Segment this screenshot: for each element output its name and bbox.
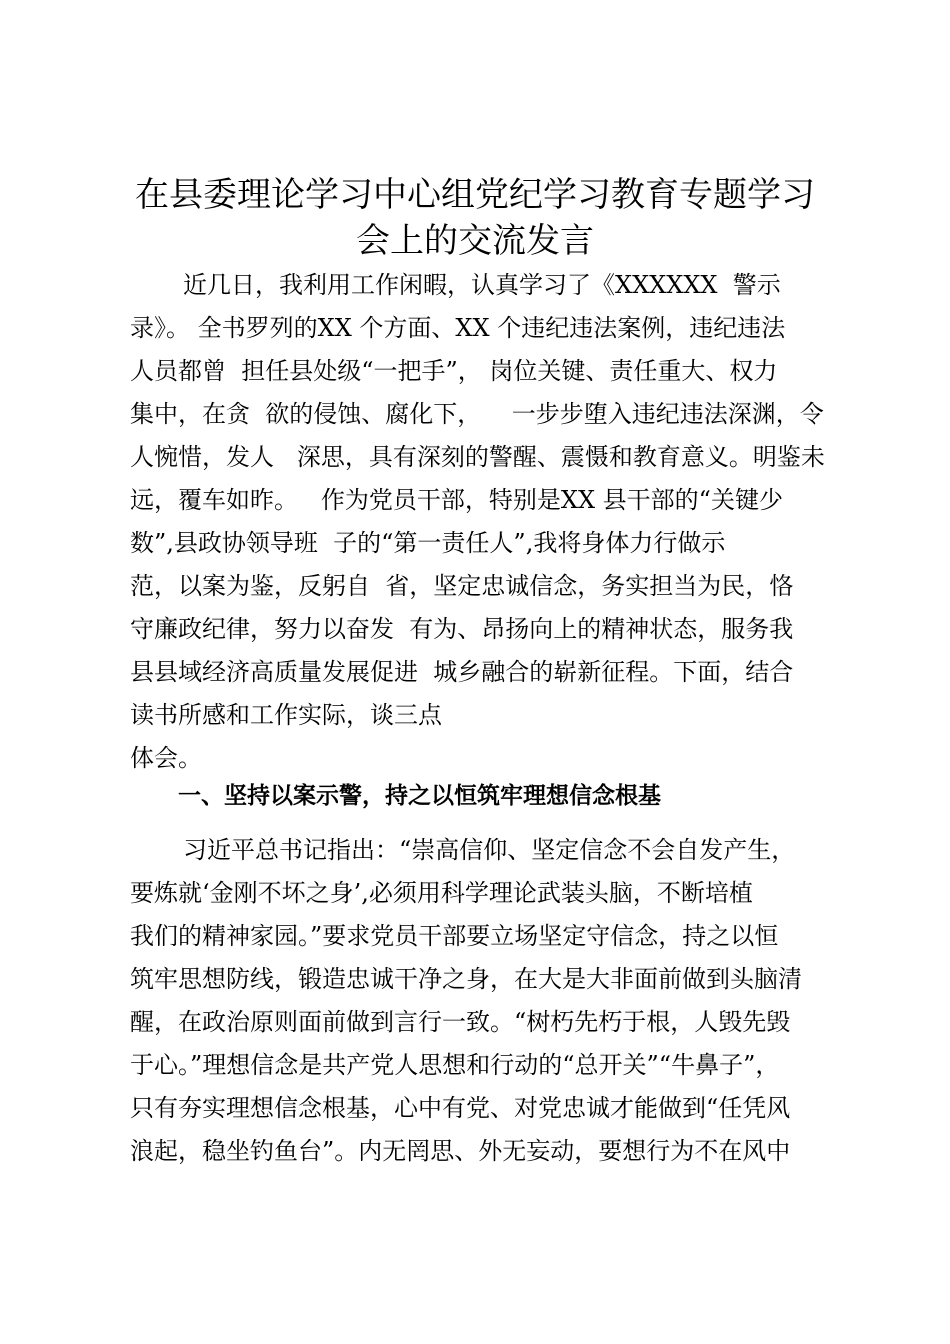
- paragraph-1-line-3: 人员都曾 担任县处级“一把手”， 岗位关键、责任重大、权力: [130, 357, 778, 385]
- paragraph-2-line-5: 醒，在政治原则面前做到言行一致。“树朽先朽于根，人毁先毁: [130, 1008, 791, 1036]
- paragraph-1-line-1: 近几日，我利用工作闲暇，认真学习了《XXXXXX 警示: [183, 271, 781, 299]
- paragraph-1-line-8: 范，以案为鉴，反躬自 省，坚定忠诚信念，务实担当为民，恪: [130, 572, 794, 600]
- paragraph-2-line-6: 于心。”理想信念是共产党人思想和行动的“总开关”“牛鼻子”，: [130, 1051, 780, 1079]
- paragraph-2-line-7: 只有夯实理想信念根基，心中有党、对党忠诚才能做到“任凭风: [130, 1094, 791, 1122]
- paragraph-1-line-4: 集中，在贪 欲的侵蚀、腐化下， 一步步堕入违纪违法深渊，令: [130, 400, 824, 428]
- paragraph-2-line-8: 浪起，稳坐钓鱼台”。内无罔思、外无妄动，要想行为不在风中: [130, 1137, 791, 1165]
- paragraph-1-line-2: 录》。 全书罗列的XX 个方面、XX 个违纪违法案例，违纪违法: [130, 314, 786, 342]
- paragraph-1-line-11: 读书所感和工作实际，谈三点: [130, 701, 442, 729]
- paragraph-1-line-10: 县县域经济高质量发展促进 城乡融合的崭新征程。下面，结合: [130, 658, 794, 686]
- document-title-line-1: 在县委理论学习中心组党纪学习教育专题学习: [135, 175, 815, 215]
- paragraph-1-line-12: 体会。: [130, 744, 202, 772]
- paragraph-1-line-6: 远，覆车如昨。 作为党员干部，特别是XX 县干部的“关键少: [130, 486, 783, 514]
- paragraph-2-line-3: 我们的精神家园。”要求党员干部要立场坚定守信念，持之以恒: [130, 922, 779, 950]
- section-heading-1: 一、坚持以案示警，持之以恒筑牢理想信念根基: [178, 783, 661, 809]
- paragraph-1-line-5: 人惋惜，发人 深思，具有深刻的警醒、震慑和教育意义。明鉴未: [130, 443, 825, 471]
- paragraph-1-line-9: 守廉政纪律，努力以奋发 有为、昂扬向上的精神状态，服务我: [130, 615, 794, 643]
- paragraph-1-line-7: 数”,县政协领导班 子的“第一责任人”,我将身体力行做示: [130, 529, 726, 557]
- paragraph-2-line-1: 习近平总书记指出：“崇高信仰、坚定信念不会自发产生，: [183, 836, 796, 864]
- paragraph-2-line-4: 筑牢思想防线，锻造忠诚干净之身，在大是大非面前做到头脑清: [130, 965, 802, 993]
- paragraph-2-line-2: 要炼就‘金刚不坏之身’,必须用科学理论武装头脑，不断培植: [130, 879, 753, 907]
- document-title-line-2: 会上的交流发言: [356, 221, 594, 261]
